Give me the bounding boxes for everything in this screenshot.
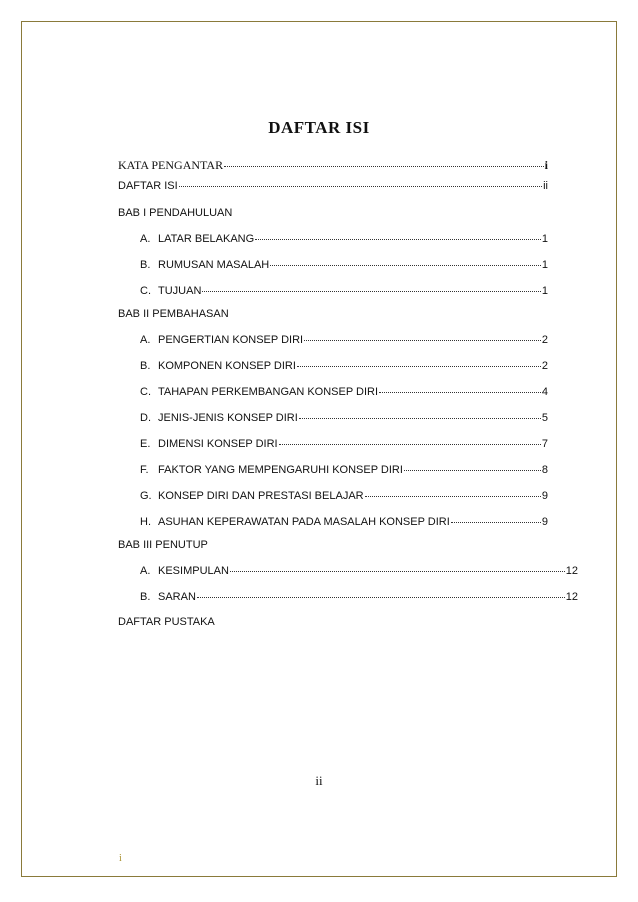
table-of-contents <box>118 156 578 628</box>
toc-entry-bab1-c[interactable] <box>118 281 548 298</box>
toc-entry-label <box>140 333 303 347</box>
dot-leader <box>297 354 541 367</box>
toc-entry-daftar-pustaka[interactable]: DAFTAR PUSTAKA <box>118 616 215 628</box>
item-title: JENIS-JENIS KONSEP DIRI <box>158 412 298 424</box>
page-number: ii <box>315 773 323 788</box>
dot-leader <box>179 174 542 187</box>
toc-entry-page: i <box>544 158 548 172</box>
toc-entry-bab2-h[interactable] <box>118 512 548 529</box>
dot-leader <box>279 432 541 445</box>
item-letter: A. <box>140 334 151 346</box>
toc-entry-label <box>140 437 278 451</box>
toc-entry-page: 1 <box>541 285 548 297</box>
toc-entry-label <box>140 385 378 399</box>
dot-leader <box>270 253 541 266</box>
item-letter: D. <box>140 412 151 424</box>
dot-leader <box>365 484 541 497</box>
item-title: TAHAPAN PERKEMBANGAN KONSEP DIRI <box>158 386 379 398</box>
footer-page-mark: i <box>119 853 122 864</box>
chapter-heading-bab-1[interactable]: BAB I PENDAHULUAN <box>118 207 233 219</box>
dot-leader <box>451 510 541 523</box>
toc-entry-label: DAFTAR ISI <box>118 180 178 192</box>
chapter-heading-bab-3[interactable]: BAB III PENUTUP <box>118 539 208 551</box>
toc-entry-label <box>140 359 296 373</box>
item-letter: A. <box>140 565 151 577</box>
dot-leader <box>379 380 541 393</box>
item-letter: H. <box>140 516 151 528</box>
dot-leader <box>224 154 544 167</box>
toc-entry-bab2-f[interactable] <box>118 460 548 477</box>
toc-entry-page: 12 <box>565 591 578 603</box>
item-title: KONSEP DIRI DAN PRESTASI BELAJAR <box>158 490 364 502</box>
item-letter: F. <box>140 464 149 476</box>
toc-entry-page: 8 <box>541 464 548 476</box>
toc-entry-label <box>140 590 196 604</box>
item-title: ASUHAN KEPERAWATAN PADA MASALAH KONSEP DIRI <box>158 516 450 528</box>
item-title: RUMUSAN MASALAH <box>158 259 270 271</box>
item-letter: C. <box>140 386 151 398</box>
toc-entry-kata-pengantar[interactable] <box>118 156 548 172</box>
toc-entry-bab2-c[interactable] <box>118 382 548 399</box>
item-letter: B. <box>140 591 151 603</box>
toc-entry-page: 5 <box>541 412 548 424</box>
toc-entry-page: 2 <box>541 334 548 346</box>
item-title: SARAN <box>158 591 196 603</box>
toc-entry-page: 1 <box>541 233 548 245</box>
item-letter: B. <box>140 259 151 271</box>
toc-entry-label: KATA PENGANTAR <box>118 158 224 172</box>
dot-leader <box>202 279 540 292</box>
toc-entry-page: 7 <box>541 438 548 450</box>
toc-entry-label <box>140 463 403 477</box>
item-letter: A. <box>140 233 151 245</box>
toc-entry-label <box>140 258 269 272</box>
item-letter: E. <box>140 438 151 450</box>
toc-entry-page: 1 <box>541 259 548 271</box>
dot-leader <box>197 585 565 598</box>
toc-entry-label <box>140 411 298 425</box>
toc-entry-label <box>140 489 364 503</box>
item-letter: B. <box>140 360 151 372</box>
toc-entry-bab3-b[interactable] <box>118 587 578 604</box>
page-title: DAFTAR ISI <box>268 118 370 137</box>
toc-entry-label <box>140 232 254 246</box>
item-letter: G. <box>140 490 152 502</box>
item-title: PENGERTIAN KONSEP DIRI <box>158 334 304 346</box>
dot-leader <box>299 406 541 419</box>
toc-entry-page: 2 <box>541 360 548 372</box>
toc-entry-page: ii <box>543 180 548 192</box>
toc-entry-page: 12 <box>565 565 578 577</box>
item-title: TUJUAN <box>158 285 202 297</box>
toc-entry-daftar-isi[interactable] <box>118 176 548 193</box>
toc-entry-page: 4 <box>541 386 548 398</box>
toc-entry-bab3-a[interactable] <box>118 561 578 578</box>
toc-entry-bab2-a[interactable] <box>118 330 548 347</box>
toc-entry-label <box>140 564 229 578</box>
dot-leader <box>304 328 541 341</box>
toc-entry-page: 9 <box>541 516 548 528</box>
dot-leader <box>255 227 541 240</box>
toc-entry-bab1-a[interactable] <box>118 229 548 246</box>
item-title: LATAR BELAKANG <box>158 233 255 245</box>
item-title: KOMPONEN KONSEP DIRI <box>158 360 296 372</box>
toc-entry-page: 9 <box>541 490 548 502</box>
chapter-heading-bab-2[interactable]: BAB II PEMBAHASAN <box>118 308 229 320</box>
toc-entry-label <box>140 515 450 529</box>
toc-entry-bab2-d[interactable] <box>118 408 548 425</box>
toc-entry-bab1-b[interactable] <box>118 255 548 272</box>
item-title: FAKTOR YANG MEMPENGARUHI KONSEP DIRI <box>158 464 403 476</box>
toc-entry-bab2-g[interactable] <box>118 486 548 503</box>
item-letter: C. <box>140 285 151 297</box>
item-title: KESIMPULAN <box>158 565 229 577</box>
dot-leader <box>230 559 565 572</box>
dot-leader <box>404 458 541 471</box>
toc-entry-bab2-e[interactable] <box>118 434 548 451</box>
toc-entry-bab2-b[interactable] <box>118 356 548 373</box>
item-title: DIMENSI KONSEP DIRI <box>158 438 278 450</box>
toc-entry-label <box>140 284 201 298</box>
